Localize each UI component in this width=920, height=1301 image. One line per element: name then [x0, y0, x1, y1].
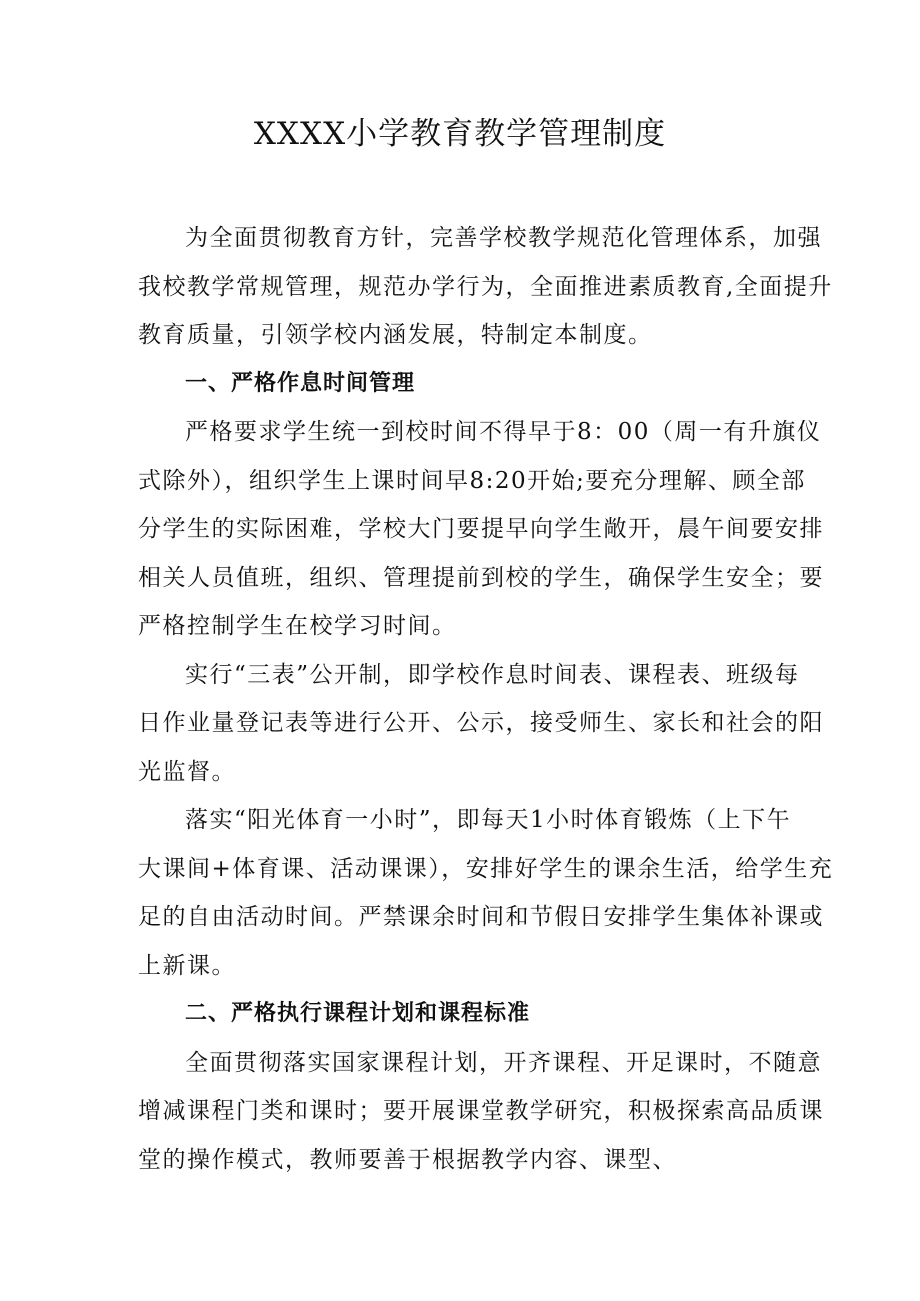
section1-paragraph-1 [138, 408, 824, 651]
text-line: 光监督。 [138, 758, 236, 785]
text-line: 相关人员值班，组织、管理提前到校的学生，确保学生安全；要 [138, 564, 824, 591]
text-line: 大课间+体育课、活动课课），安排好学生的课余生活，给学生充 [138, 855, 834, 882]
text-line: 式除外），组织学生上课时间早8:20开始;要充分理解、顾全部 [138, 467, 806, 494]
text-line: 实行“三表”公开制，即学校作息时间表、课程表、班级每 [185, 661, 800, 688]
section-heading-2: 二、严格执行课程计划和课程标准 [185, 1001, 531, 1026]
text-line: 足的自由活动时间。严禁课余时间和节假日安排学生集体补课或 [138, 904, 824, 930]
text-line: 增减课程门类和课时；要开展课堂教学研究，积极探索高品质课 [138, 1098, 824, 1124]
section2-paragraph-1 [138, 1039, 824, 1185]
section1-paragraph-3 [138, 796, 834, 990]
text-line: 为全面贯彻教育方针，完善学校教学规范化管理体系，加强 [185, 225, 822, 251]
section1-paragraph-2 [138, 651, 824, 797]
text-line: 严格控制学生在校学习时间。 [138, 613, 457, 639]
text-line: 分学生的实际困难，学校大门要提早向学生敞开，晨午间要安排 [138, 516, 824, 542]
intro-paragraph [138, 214, 833, 360]
text-line: 我校教学常规管理，规范办学行为，全面推进素质教育,全面提升 [138, 273, 833, 300]
document-body [138, 214, 834, 1184]
text-line: 落实“阳光体育一小时”，即每天1小时体育锻炼（上下午 [185, 807, 792, 833]
document-title: XXXX小学教育教学管理制度 [253, 116, 667, 152]
text-line: 日作业量登记表等进行公开、公示，接受师生、家长和社会的阳 [138, 710, 824, 736]
text-line: 教育质量，引领学校内涵发展，特制定本制度。 [138, 322, 653, 348]
text-line: 全面贯彻落实国家课程计划，开齐课程、开足课时，不随意 [185, 1049, 822, 1076]
text-line: 上新课。 [138, 952, 236, 979]
text-line: 严格要求学生统一到校时间不得早于8：00（周一有升旗仪 [185, 419, 822, 445]
section-heading-1: 一、严格作息时间管理 [185, 370, 416, 396]
text-line: 堂的操作模式，教师要善于根据教学内容、课型、 [138, 1146, 677, 1173]
